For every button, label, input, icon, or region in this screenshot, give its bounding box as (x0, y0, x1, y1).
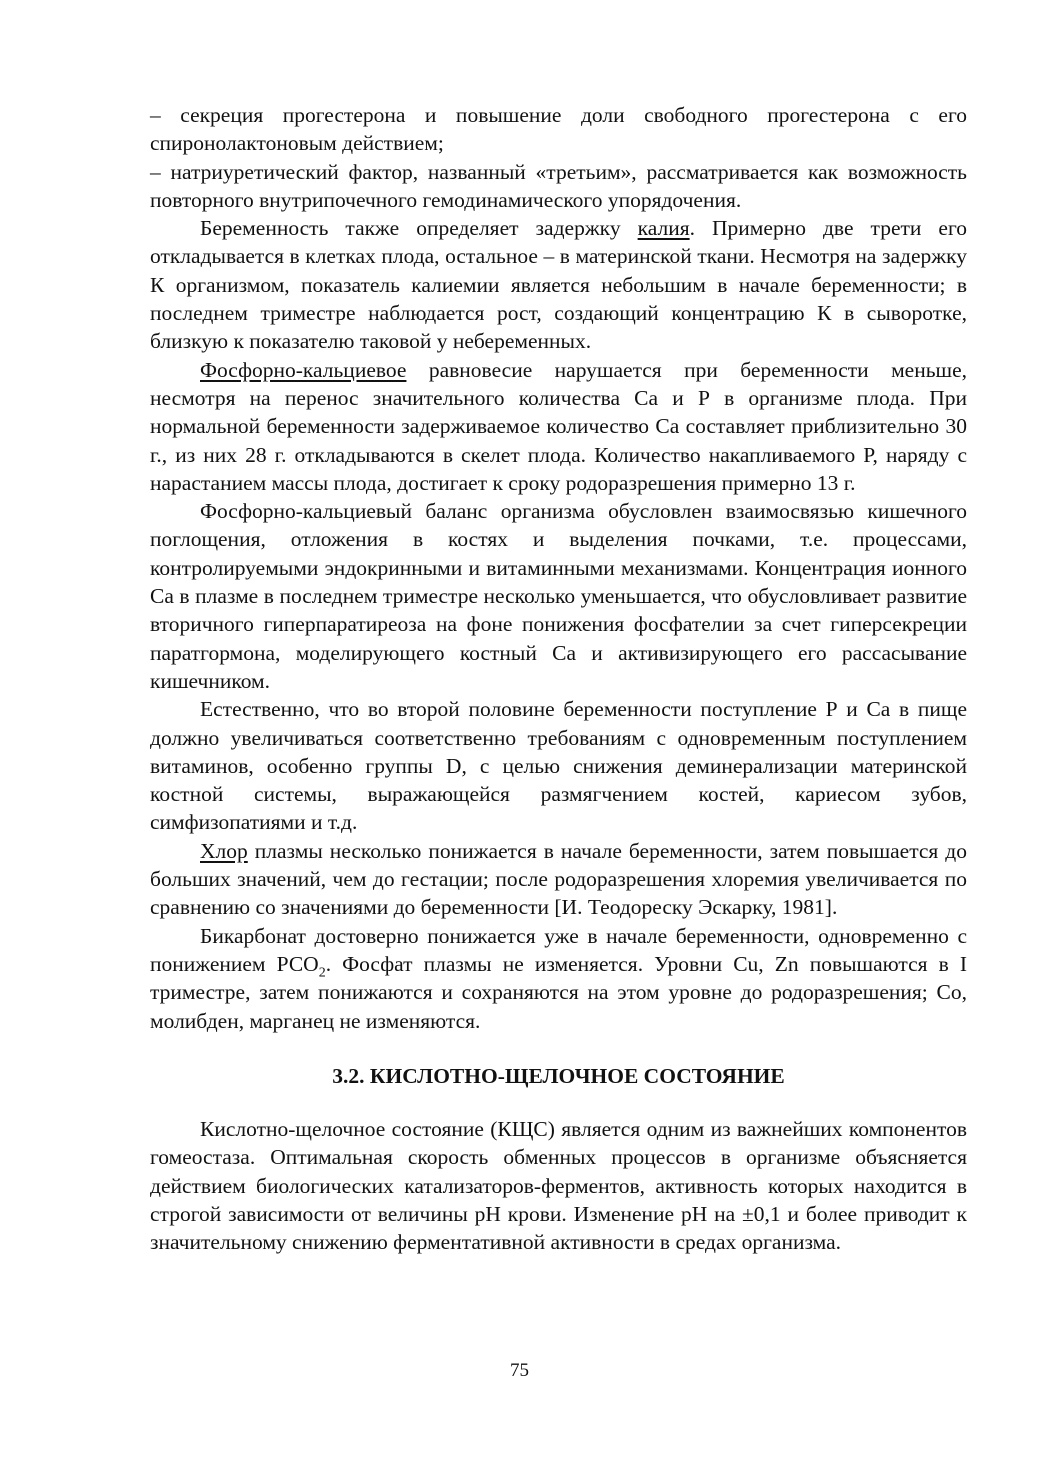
underlined-term: Хлор (200, 838, 248, 863)
underlined-term: Фосфорно-кальциевое (200, 357, 407, 382)
paragraph-p3 (150, 214, 967, 355)
text-run: Беременность также определяет задержку (200, 216, 638, 241)
paragraph-p2 (150, 158, 967, 215)
page-number: 75 (510, 1360, 529, 1381)
subscript: 2 (318, 965, 326, 981)
paragraph-p5 (150, 497, 967, 695)
page-body (150, 101, 967, 1257)
text-run: – натриуретический фактор, названный «третьим», рассматривается как возможность повторного внутрипочечного гемодинамического упорядочения. (150, 159, 967, 212)
text-run: . Фосфат плазмы не изменяется. Уровни Cu, Zn повышаются в I триместре, затем понижаются и сохраняются на этом уровне до родоразрешения; Со, молибден, марганец не изменяются. (150, 951, 967, 1033)
text-run: Естественно, что во второй половине беременности поступление Р и Са в пище должно увеличиваться соответственно требованиям с одновременным поступлением витаминов, особенно группы D, с целью снижения деминерализации материнской костной системы, выражающейся размягчением костей, кариесом зубов, симфизопатиями и т.д. (150, 697, 967, 835)
paragraph-s1 (150, 1115, 967, 1256)
paragraph-p6 (150, 695, 967, 836)
text-run: Кислотно-щелочное состояние (КЩС) является одним из важнейших компонентов гомеостаза. Оптимальная скорость обменных процессов в организме объясняется действием биологических катализаторов-ферментов, активность которых находится в строгой зависимости от величины рН крови. Изменение рН на ±0,1 и более приводит к значительному снижению ферментативной активности в средах организма. (150, 1117, 967, 1255)
text-run: Бикарбонат достоверно понижается уже в начале беременности, одновременно с понижением РСО (150, 923, 967, 976)
underlined-term: калия (637, 216, 690, 241)
paragraph-p7 (150, 837, 967, 922)
text-run: . Примерно две трети его откладывается в клетках плода, остальное – в материнской ткани. Несмотря на задержку К организмом, показатель калиемии является небольшим в начале беременности; в последнем триместре наблюдается рост, создающий концентрацию К в сыворотке, близкую к показателю таковой у небеременных. (150, 216, 967, 354)
text-run: равновесие нарушается при беременности меньше, несмотря на перенос значительного количества Са и Р в организме плода. При нормальной беременности задерживаемое количество Са составляет приблизительно 30 г., из них 28 г. откладываются в скелет плода. Количество накапливаемого Р, наряду с нарастанием массы плода, достигает к сроку родоразрешения примерно 13 г. (150, 357, 967, 495)
text-run: Фосфорно-кальциевый баланс организма обусловлен взаимосвязью кишечного поглощения, отложения в костях и выделения почками, т.е. процессами, контролируемыми эндокринными и витаминными механизмами. Концентрация ионного Са в плазме в последнем триместре несколько уменьшается, что обусловливает развитие вторичного гиперпаратиреоза на фоне понижения фосфателии за счет гиперсекреции паратгормона, моделирующего костный Са и активизирующего его рассасывание кишечником. (150, 499, 967, 693)
section-heading: 3.2. КИСЛОТНО-ЩЕЛОЧНОЕ СОСТОЯНИЕ (332, 1063, 785, 1088)
paragraph-p1 (150, 101, 967, 158)
text-run: – секреция прогестерона и повышение доли свободного прогестерона с его спиронолактоновым действием; (150, 103, 967, 156)
paragraph-p8 (150, 922, 967, 1035)
body-text-before-heading (150, 101, 967, 1035)
text-run: плазмы несколько понижается в начале беременности, затем повышается до больших значений, чем до гестации; после родоразрешения хлоремия увеличивается по сравнению со значениями до беременности [И. Теодореску Эскарку, 1981]. (150, 838, 967, 920)
paragraph-p4 (150, 356, 967, 497)
body-text-after-heading (150, 1115, 967, 1256)
